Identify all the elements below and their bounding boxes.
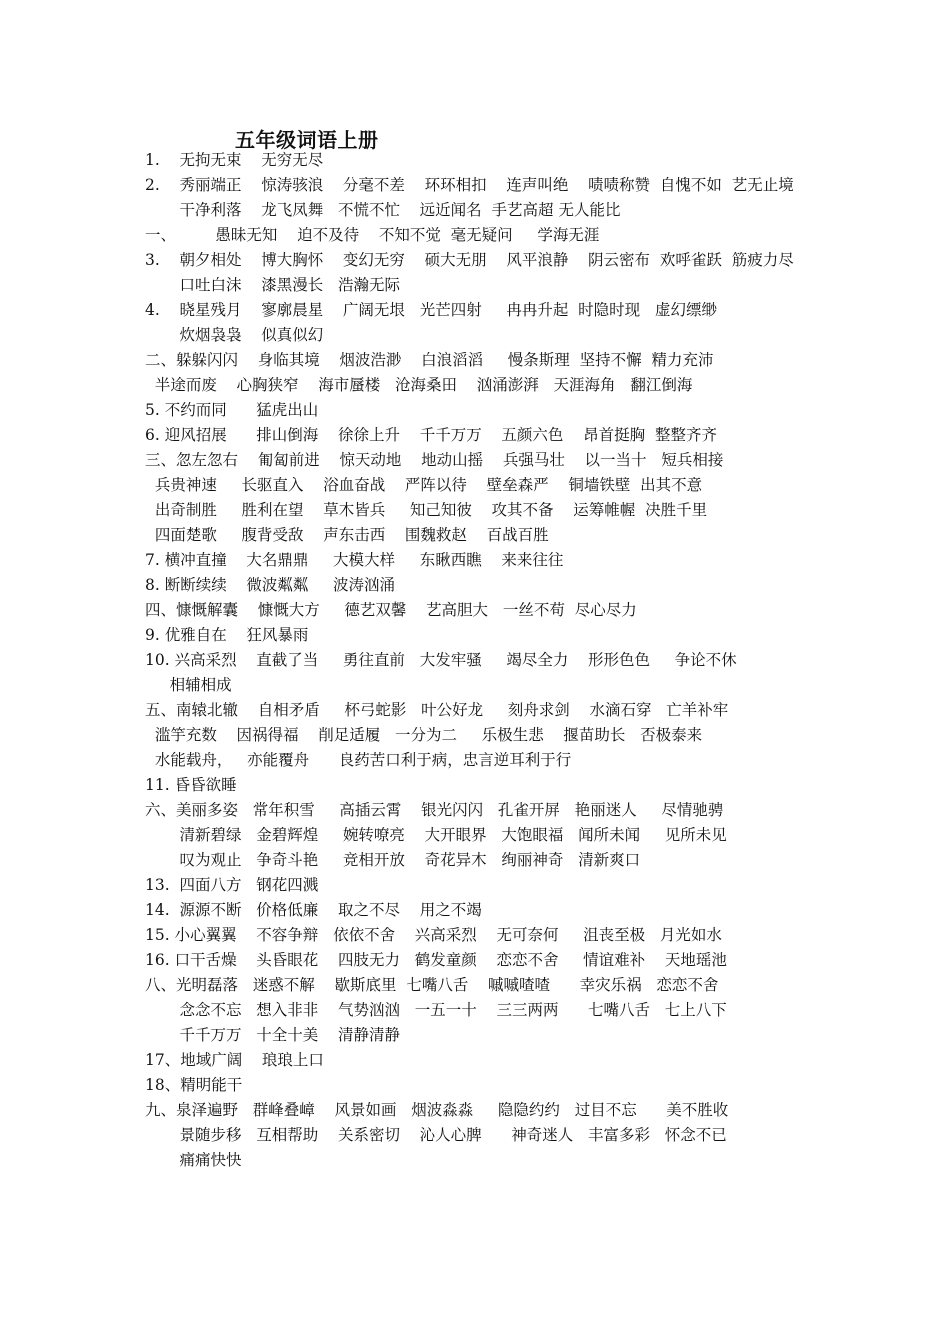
vocab-line: 5. 不约而同 猛虎出山 xyxy=(145,401,319,419)
vocab-line: 半途而废 心胸狭窄 海市蜃楼 沧海桑田 汹涌澎湃 天涯海角 翻江倒海 xyxy=(145,376,693,394)
vocab-line: 11. 昏昏欲睡 xyxy=(145,776,237,794)
vocab-line: 16. 口干舌燥 头昏眼花 四肢无力 鹤发童颜 恋恋不舍 情谊难补 天地瑶池 xyxy=(145,951,727,969)
document-title: 五年级词语上册 xyxy=(235,128,379,152)
vocab-line: 四、慷慨解囊 慷慨大方 德艺双馨 艺高胆大 一丝不苟 尽心尽力 xyxy=(145,601,637,619)
vocab-line: 八、光明磊落 迷惑不解 歇斯底里 七嘴八舌 嘁嘁喳喳 幸灾乐祸 恋恋不舍 xyxy=(145,976,719,994)
vocab-line: 滥竽充数 因祸得福 削足适履 一分为二 乐极生悲 揠苗助长 否极泰来 xyxy=(145,726,703,744)
vocab-line: 13. 四面八方 钢花四溅 xyxy=(145,876,319,894)
vocab-line: 念念不忘 想入非非 气势汹汹 一五一十 三三两两 七嘴八舌 七上八下 xyxy=(145,1001,727,1019)
vocab-line: 9. 优雅自在 狂风暴雨 xyxy=(145,626,309,644)
vocab-line: 二、躲躲闪闪 身临其境 烟波浩渺 白浪滔滔 慢条斯理 坚持不懈 精力充沛 xyxy=(145,351,714,369)
vocab-line: 17、地域广阔 琅琅上口 xyxy=(145,1051,324,1069)
vocab-line: 18、精明能干 xyxy=(145,1076,243,1094)
vocab-line: 叹为观止 争奇斗艳 竞相开放 奇花异木 绚丽神奇 清新爽口 xyxy=(145,851,641,869)
vocab-line: 15. 小心翼翼 不容争辩 依依不舍 兴高采烈 无可奈何 沮丧至极 月光如水 xyxy=(145,926,722,944)
vocab-line: 3. 朝夕相处 博大胸怀 变幻无穷 硕大无朋 风平浪静 阴云密布 欢呼雀跃 筋疲力尽 xyxy=(145,251,794,269)
vocab-line: 2. 秀丽端正 惊涛骇浪 分毫不差 环环相扣 连声叫绝 啧啧称赞 自愧不如 艺无止境 xyxy=(145,176,794,194)
vocab-line: 8. 断断续续 微波粼粼 波涛汹涌 xyxy=(145,576,396,594)
vocab-line: 出奇制胜 胜利在望 草木皆兵 知己知彼 攻其不备 运筹帷幄 决胜千里 xyxy=(145,501,708,519)
vocab-line: 痛痛快快 xyxy=(145,1151,242,1169)
vocab-line: 相辅相成 xyxy=(145,676,232,694)
vocab-line: 兵贵神速 长驱直入 浴血奋战 严阵以待 壁垒森严 铜墙铁壁 出其不意 xyxy=(145,476,703,494)
vocab-line: 四面楚歌 腹背受敌 声东击西 围魏救赵 百战百胜 xyxy=(145,526,549,544)
vocab-line: 千千万万 十全十美 清静清静 xyxy=(145,1026,400,1044)
vocab-line: 景随步移 互相帮助 关系密切 沁人心脾 神奇迷人 丰富多彩 怀念不已 xyxy=(145,1126,727,1144)
vocab-line: 炊烟袅袅 似真似幻 xyxy=(145,326,324,344)
vocab-line: 4. 晓星残月 寥廓晨星 广阔无垠 光芒四射 冉冉升起 时隐时现 虚幻缥缈 xyxy=(145,301,717,319)
vocab-line: 清新碧绿 金碧辉煌 婉转嘹亮 大开眼界 大饱眼福 闻所未闻 见所未见 xyxy=(145,826,727,844)
document-body xyxy=(145,148,845,1173)
vocab-line: 干净利落 龙飞凤舞 不慌不忙 远近闻名 手艺高超 无人能比 xyxy=(145,201,621,219)
vocab-line: 10. 兴高采烈 直截了当 勇往直前 大发牢骚 竭尽全力 形形色色 争论不休 xyxy=(145,651,737,669)
vocab-line: 7. 横冲直撞 大名鼎鼎 大模大样 东瞅西瞧 来来往往 xyxy=(145,551,564,569)
vocab-line: 六、美丽多姿 常年积雪 高插云霄 银光闪闪 孔雀开屏 艳丽迷人 尽情驰骋 xyxy=(145,801,724,819)
vocab-line: 五、南辕北辙 自相矛盾 杯弓蛇影 叶公好龙 刻舟求剑 水滴石穿 亡羊补牢 xyxy=(145,701,729,719)
vocab-line: 水能载舟， 亦能覆舟 良药苦口利于病，忠言逆耳利于行 xyxy=(145,751,572,769)
vocab-line: 6. 迎风招展 排山倒海 徐徐上升 千千万万 五颜六色 昂首挺胸 整整齐齐 xyxy=(145,426,717,444)
vocab-line: 一、 愚昧无知 迫不及待 不知不觉 毫无疑问 学海无涯 xyxy=(145,226,600,244)
vocab-line: 九、泉泽遍野 群峰叠嶂 风景如画 烟波淼淼 隐隐约约 过目不忘 美不胜收 xyxy=(145,1101,729,1119)
vocab-line: 口吐白沫 漆黑漫长 浩瀚无际 xyxy=(145,276,400,294)
vocab-line: 1. 无拘无束 无穷无尽 xyxy=(145,151,324,169)
vocab-line: 14. 源源不断 价格低廉 取之不尽 用之不竭 xyxy=(145,901,482,919)
vocab-line: 三、忽左忽右 匍匐前进 惊天动地 地动山摇 兵强马壮 以一当十 短兵相接 xyxy=(145,451,724,469)
